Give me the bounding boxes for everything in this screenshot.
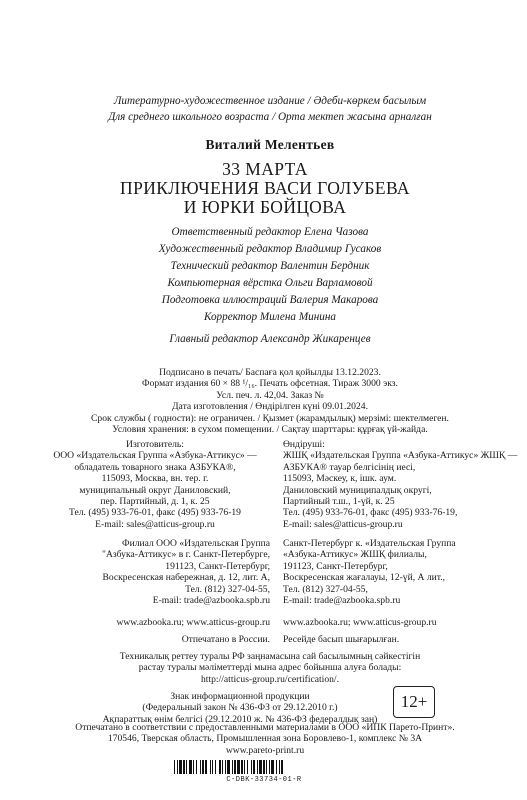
manufacturer-ru-line: E-mail: sales@atticus-group.ru: [95, 518, 215, 530]
manufacturer-kz-line: Даниловский муниципалдық округі,: [283, 484, 432, 496]
branch-ru-line: Филиал ООО «Издательская Группа: [122, 538, 270, 549]
credits-list: [60, 224, 480, 326]
credit-line: Подготовка иллюстраций Валерия Макарова: [161, 294, 379, 306]
publication-type-line: Литературно-художественное издание / Әдеби-көркем басылым: [113, 95, 427, 107]
barcode-bar: [253, 760, 255, 774]
barcode-bar: [200, 760, 201, 774]
info-sign-line: (Федеральный закон № 436-ФЗ от 29.12.2010 г.): [142, 702, 338, 714]
barcode-bar: [174, 760, 175, 774]
barcode-bar: [279, 760, 280, 774]
printed-in-ru: Отпечатано в России.: [181, 634, 270, 645]
age-rating-badge: 12+: [393, 686, 435, 718]
imprint-block: [40, 367, 500, 435]
printing-house-line: Отпечатано в соответствии с предоставленными материалами в ООО «ИПК Парето-Принт».: [75, 722, 455, 733]
tech-regulation-link: http://atticus-group.ru/certification/.: [200, 673, 339, 685]
branch-kz-line: «Азбука-Аттикус» ЖШҚ филиалы,: [283, 549, 427, 561]
credit-line: Ответственный редактор Елена Чазова: [171, 226, 369, 238]
barcode-bar: [219, 760, 221, 774]
barcode-bar: [177, 760, 178, 774]
printing-house: [20, 722, 510, 756]
manufacturer-ru: [40, 439, 270, 530]
barcode-bar: [205, 760, 207, 774]
printing-house-line: www.pareto-print.ru: [225, 744, 305, 756]
info-product-sign: [40, 691, 440, 725]
credit-line: Технический редактор Валентин Бердник: [170, 260, 370, 272]
info-sign-line: Ақпараттық өнім белгісі (29.12.2010 ж. № 436-ФЗ федералдық заң): [102, 713, 378, 725]
barcode-bar: [251, 760, 252, 774]
barcode-number: С-DBK-33734-01-R: [226, 776, 302, 784]
barcode-bar: [281, 760, 283, 774]
imprint-signed: Подписано в печать/ Баспаға қол қойылды 13.12.2023.: [159, 367, 381, 378]
barcode-bar: [244, 760, 245, 774]
barcode-bar: [215, 760, 216, 774]
barcode-bar: [222, 760, 223, 774]
manufacturer-kz: [283, 439, 518, 530]
branch-ru-line: E-mail: trade@azbooka.spb.ru: [152, 595, 270, 607]
barcode-bar: [210, 760, 211, 774]
barcode-bar: [196, 760, 197, 774]
tech-regulation-line: Техникалық реттеу туралы РФ заңнамасына сай басылымның сәйкестігін: [119, 651, 421, 662]
barcode-bar: [247, 760, 248, 774]
age-group-line: Для среднего школьного возраста / Орта мектеп жасына арналған: [108, 111, 432, 123]
manufacturer-kz-line: Өндіруші:: [283, 439, 325, 450]
barcode-bar: [225, 760, 226, 774]
barcode: [174, 760, 354, 774]
credit-line: Компьютерная вёрстка Ольги Варламовой: [167, 277, 373, 289]
credit-line: Корректор Милена Минина: [203, 311, 337, 323]
websites-kz: www.azbooka.ru; www.atticus-group.ru: [283, 617, 437, 628]
barcode-bar: [212, 760, 213, 774]
tech-regulation: [40, 651, 500, 685]
barcode-bar: [263, 760, 265, 774]
barcode-bar: [202, 760, 204, 774]
info-sign-line: Знак информационной продукции: [170, 691, 310, 702]
branch-kz-line: Тел. (812) 327-04-55,: [283, 583, 368, 595]
imprint-storage: Условия хранения: в сухом помещении. / Сақтау шарттары: құрғақ үй-жайда.: [112, 424, 428, 436]
branch-ru-line: Воскресенская набережная, д. 12, лит. А,: [102, 572, 270, 584]
barcode-bar: [259, 760, 262, 774]
websites-ru: www.azbooka.ru; www.atticus-group.ru: [116, 617, 270, 628]
manufacturer-ru-line: пер. Партийный, д. 1, к. 25: [100, 496, 210, 508]
barcode-bar: [234, 760, 236, 774]
imprint-format: Формат издания 60 × 88 ¹/₁₆. Печать офсетная. Тираж 3000 экз.: [142, 378, 398, 390]
manufacturer-ru-line: Изготовитель:: [126, 439, 184, 450]
manufacturer-ru-line: муниципальный округ Даниловский,: [79, 484, 231, 496]
barcode-bar: [183, 760, 185, 774]
barcode-bar: [276, 760, 277, 774]
barcode-bar: [193, 760, 194, 774]
barcode-bar: [189, 760, 192, 774]
publication-type: [60, 93, 480, 125]
barcode-bar: [186, 760, 187, 774]
barcode-bar: [269, 760, 270, 774]
barcode-bar: [227, 760, 230, 774]
title-line-3: И ЮРКИ БОЙЦОВА: [183, 197, 347, 217]
manufacturer-kz-line: 115093, Мәскеу, к, ішк. аум.: [283, 473, 397, 485]
tech-regulation-line: растау туралы мәліметтерді мына адрес бойынша алуға болады:: [138, 662, 402, 674]
printed-in-kz: Ресейде басып шығарылған.: [283, 634, 400, 645]
barcode-bar: [241, 760, 243, 774]
author-name: Виталий Мелентьев: [205, 137, 335, 152]
manufacturer-kz-line: АЗБУКА® тауар белгісінің иесі,: [283, 461, 416, 473]
barcode-bar: [232, 760, 233, 774]
branch-kz-line: 191123, Санкт-Петербург,: [283, 560, 388, 572]
title-line-2: ПРИКЛЮЧЕНИЯ ВАСИ ГОЛУБЕВА: [120, 178, 410, 198]
printing-house-line: 170546, Тверская область, Промышленная зона Боровлево-1, комплекс № 3А: [107, 733, 423, 745]
branch-kz-line: Санкт-Петербург к. «Издательская Группа: [283, 538, 456, 549]
barcode-bar: [257, 760, 258, 774]
branch-ru-line: 191123, Санкт-Петербург,: [165, 560, 270, 572]
branch-ru-line: "Азбука-Аттикус» в г. Санкт-Петербурге,: [102, 549, 270, 561]
branch-kz-line: E-mail: trade@azbooka.spb.ru: [283, 595, 401, 607]
credit-line: Художественный редактор Владимир Гусаков: [158, 243, 382, 255]
manufacturer-kz-line: Тел. (495) 933-76-01, факс (495) 933-76-19,: [283, 507, 458, 519]
imprint-date: Дата изготовления / Өндірілген күні 09.01.2024.: [172, 401, 368, 413]
manufacturer-kz-line: E-mail: sales@atticus-group.ru: [283, 518, 403, 530]
branch-kz-line: Воскресенская жағалауы, 12-үй, А лит.,: [283, 572, 446, 584]
manufacturer-ru-line: Тел. (495) 933-76-01, факс (495) 933-76-19: [69, 507, 241, 519]
branch-ru: [40, 538, 270, 606]
manufacturer-ru-line: 115093, Москва, вн. тер. г.: [101, 473, 209, 485]
barcode-bar: [266, 760, 267, 774]
book-title: [40, 160, 490, 217]
imprint-shelf-life: Срок службы ( годности): не ограничен. / Қызмет (жарамдылық) мерзімі: шектелмеген.: [91, 412, 449, 424]
chief-editor: Главный редактор Александр Жикаренцев: [169, 333, 371, 345]
barcode-bar: [237, 760, 240, 774]
branch-ru-line: Тел. (812) 327-04-55,: [185, 583, 270, 595]
barcode-bar: [271, 760, 274, 774]
title-line-1: 33 МАРТА: [222, 159, 308, 179]
manufacturer-kz-line: Партийный т.ш., 1-үй, к. 25: [283, 496, 395, 508]
manufacturer-ru-line: ООО «Издательская Группа «Азбука-Аттикус» —: [53, 450, 257, 462]
manufacturer-kz-line: ЖШҚ «Издательская Группа «Азбука-Аттикус» ЖШҚ —: [283, 450, 518, 462]
manufacturer-ru-line: обладатель товарного знака АЗБУКА®,: [74, 461, 236, 473]
branch-kz: [283, 538, 498, 606]
imprint-sheets: Усл. печ. л. 42,04. Заказ №: [216, 389, 324, 401]
barcode-bar: [179, 760, 182, 774]
